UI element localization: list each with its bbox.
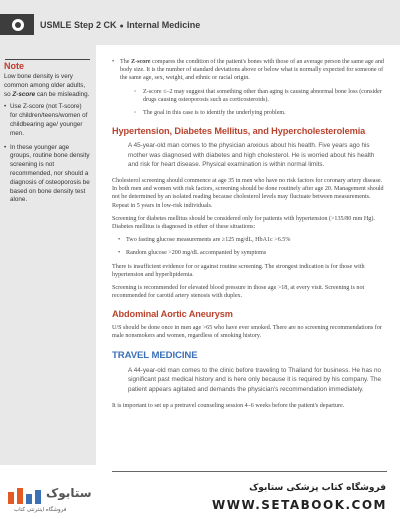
heading-htn: Hypertension, Diabetes Mellitus, and Hypercholesterolemia (112, 126, 366, 137)
heading-aaa: Abdominal Aortic Aneurysm (112, 309, 233, 320)
book-title: USMLE Step 2 CK (40, 20, 117, 30)
footer-url[interactable]: WWW.SETABOOK.COM (211, 498, 387, 512)
diabetes-item: • Random glucose >200 mg/dL accompanied by symptoms (118, 249, 387, 257)
zscore-subitem: ◦ Z-score ≤–2 may suggest that something other than aging is causing abnormal bone loss (consider drugs causing osteoporosis such as corticosteroids). (134, 88, 387, 104)
setabook-logo (6, 486, 92, 516)
page-header (0, 0, 400, 45)
logo-tagline: فروشگاه اینترنتی کتاب (14, 507, 67, 513)
note-list (4, 103, 90, 205)
zscore-subitem: ◦ The goal in this case is to identify the underlying problem. (134, 109, 387, 117)
note-list-item: • Use Z-score (not T-score) for children/teens/women of childbearing age/ younger men. (4, 103, 90, 138)
paragraph-cholesterol: Cholesterol screening should commence at age 35 in men who have no risk factors for coronary artery disease. In both men and women with risk factors, screening should be done routinely after age 20. Management should not be determined by an isolated reading because cholesterol levels may fluctuate between measurements. Repeat in 5 years in low-risk individuals. (112, 178, 384, 209)
header-logo-mark (0, 14, 34, 35)
zscore-list (112, 58, 387, 117)
zscore-paragraph: • The Z-score compares the condition of the patient's bones with those of an average person the same age and body size. It is the number of standard deviations above or below what is normally expected for someone of the same age, sex, weight, and ethnic or racial origin. ◦ Z-score ≤–2 may suggest that something other than aging is causing abnormal bone loss (consider drugs causing osteoporosis such as corticosteroids). ◦ The goal in this case is to identify the underlying problem. (112, 58, 387, 117)
logo-bars-icon (6, 486, 44, 506)
paragraph-diabetes: Screening for diabetes mellitus should be considered only for patients with hypertension (>135/80 mm Hg). Diabetes mellitus is diagnosed in either of these situations: (112, 215, 375, 231)
header-bullet: ● (119, 23, 124, 30)
bottom-rule (112, 471, 387, 472)
chapter-title: Internal Medicine (126, 20, 201, 30)
paragraph-blood-pressure: Screening is recommended for elevated blood pressure in those age >18, at every visit. Screening is not recommended for carotid artery stenosis with duplex. (112, 285, 365, 300)
paragraph-aaa: U/S should be done once in men age >65 who have ever smoked. There are no screening recommendations for male nonsmokers and women, regardless of smoking history. (112, 324, 382, 339)
note-text: Low bone density is very common among older adults, so Z-score can be misleading. • Use Z-score (not T-score) for children/teens/women of childbearing age/ younger men. • In these younger age groups, routine bone density screening is not recommended, nor should a diagnosis of osteoporosis be based on bone density test alone. (4, 73, 90, 210)
logo-text: ستابوک (46, 486, 92, 500)
paragraph-evidence: There is insufficient evidence for or against routine screening. The strongest indication is for those with hypertension and hyperlipidemia. (112, 263, 365, 278)
case-travel: A 44-year-old man comes to the clinic before traveling to Thailand for business. He has no significant past medical history and is here only because it is required by his company. The patient appears agitated and demands the physician's recommendation immediately. (128, 367, 381, 393)
footer-persian-text: فروشگاه کتاب پزشکی ستابوک (249, 483, 386, 493)
diabetes-item: • Two fasting glucose measurements are ≥125 mg/dL, HbA1c >6.5% (118, 236, 387, 244)
main-content (112, 58, 387, 415)
diabetes-list (118, 236, 387, 257)
zscore-sublist (134, 88, 387, 118)
note-list-item: • In these younger age groups, routine bone density screening is not recommended, nor should a diagnosis of osteoporosis be based on bone density test alone. (4, 144, 90, 206)
heading-travel-medicine: TRAVEL MEDICINE (112, 350, 198, 362)
case-htn: A 45-year-old man comes to the physician anxious about his health. Five years ago his mother was diagnosed with diabetes and high cholesterol. He is worried about his health and risk for heart disease. Physical examination is within normal limits. (128, 142, 375, 168)
note-title: Note (4, 61, 24, 71)
running-header (40, 20, 200, 30)
sidebar-rule (5, 59, 90, 60)
paragraph-travel: It is important to set up a pretravel counseling session 4–6 weeks before the patient's departure. (112, 402, 345, 409)
